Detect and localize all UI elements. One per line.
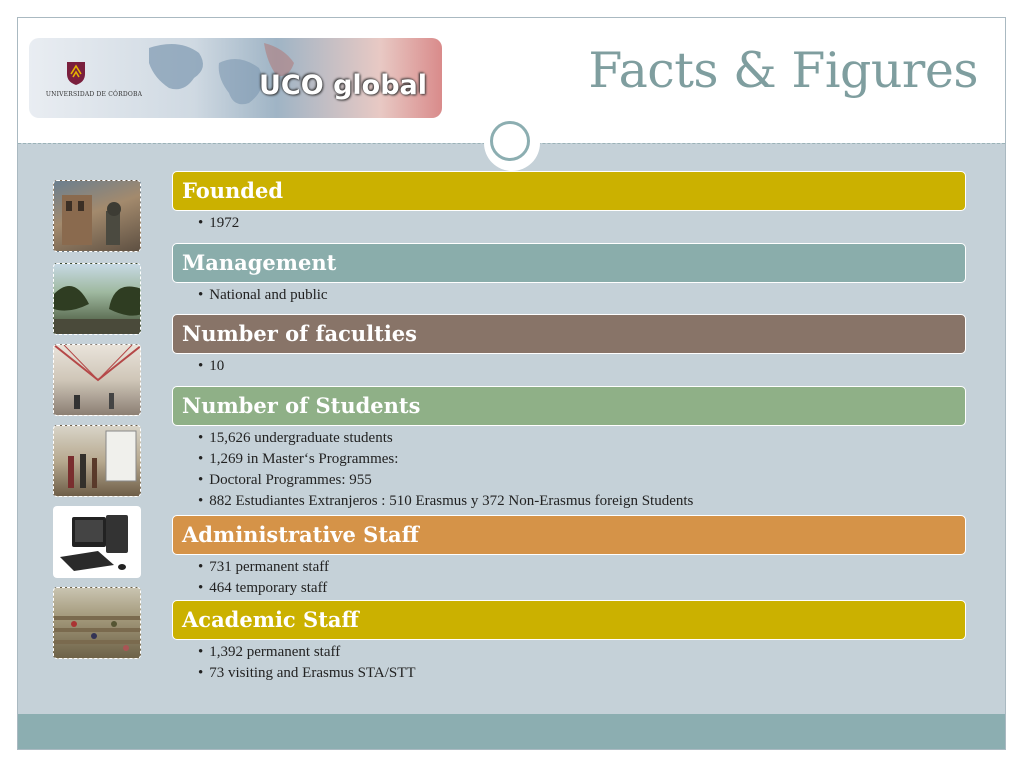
list-item: • 882 Estudiantes Extranjeros : 510 Erasmus y 372 Non-Erasmus foreign Students xyxy=(198,491,693,512)
divider-circle-ring xyxy=(490,121,530,161)
students-hallway-photo xyxy=(53,425,141,497)
computer-photo xyxy=(53,506,141,578)
section-items-academic-staff xyxy=(198,642,416,684)
list-item: • 731 permanent staff xyxy=(198,557,329,578)
slide xyxy=(17,17,1006,750)
list-item: • 15,626 undergraduate students xyxy=(198,428,693,449)
section-header-academic-staff: Academic Staff xyxy=(172,600,966,640)
page-title: Facts & Figures xyxy=(588,42,978,99)
section-header-students: Number of Students xyxy=(172,386,966,426)
uco-global-logo xyxy=(29,38,442,118)
section-items-faculties xyxy=(198,356,224,377)
list-item: • 73 visiting and Erasmus STA/STT xyxy=(198,663,416,684)
section-items-students xyxy=(198,428,693,512)
section-items-founded xyxy=(198,213,239,234)
university-name: UNIVERSIDAD DE CÓRDOBA xyxy=(45,91,143,98)
lecture-hall-photo xyxy=(53,587,141,659)
section-items-admin-staff xyxy=(198,557,329,599)
campus-building-photo xyxy=(53,180,141,252)
section-header-founded: Founded xyxy=(172,171,966,211)
list-item: • 464 temporary staff xyxy=(198,578,329,599)
list-item: • National and public xyxy=(198,285,328,306)
logo-title: UCO global xyxy=(259,70,428,101)
university-shield-icon xyxy=(65,60,87,86)
section-items-management xyxy=(198,285,328,306)
list-item: • 1,392 permanent staff xyxy=(198,642,416,663)
section-header-faculties: Number of faculties xyxy=(172,314,966,354)
section-header-admin-staff: Administrative Staff xyxy=(172,515,966,555)
list-item: • 1972 xyxy=(198,213,239,234)
courtyard-plants-photo xyxy=(53,263,141,335)
section-header-management: Management xyxy=(172,243,966,283)
slide-footer-bar xyxy=(18,714,1005,749)
list-item: • Doctoral Programmes: 955 xyxy=(198,470,693,491)
corridor-photo xyxy=(53,344,141,416)
list-item: • 1,269 in Master‘s Programmes: xyxy=(198,449,693,470)
list-item: • 10 xyxy=(198,356,224,377)
